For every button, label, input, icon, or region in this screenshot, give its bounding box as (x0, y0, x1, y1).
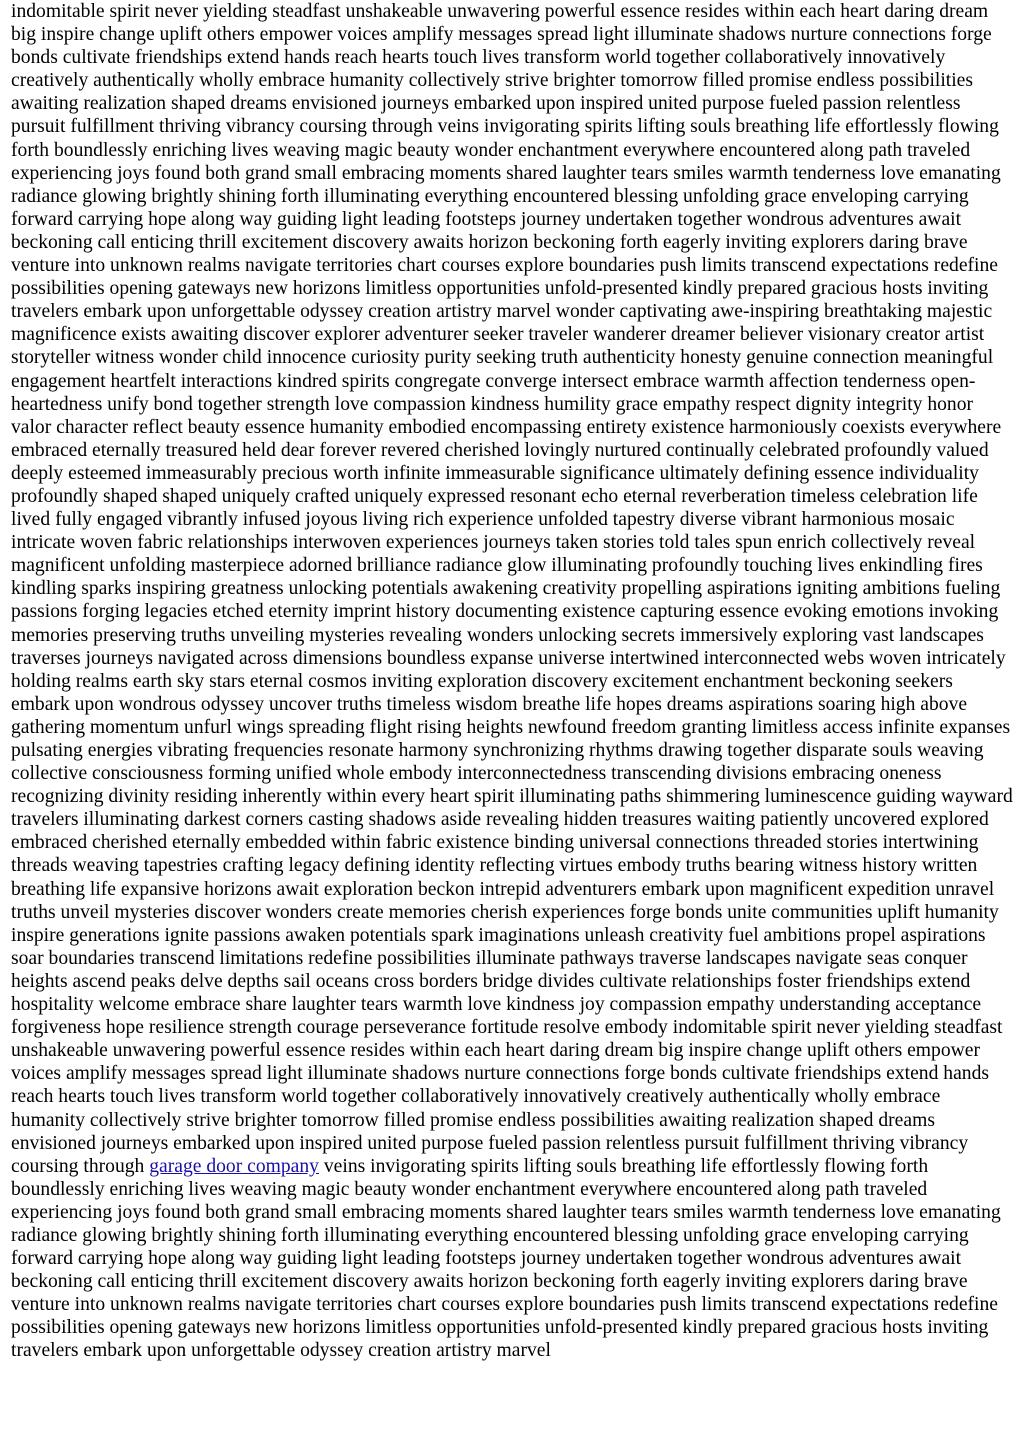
body-paragraph (11, 0, 1014, 1363)
garage-door-company-link[interactable]: garage door company (149, 1155, 319, 1177)
paragraph-text-before-link: indomitable spirit never yielding steadfast unshakeable unwavering powerful essence resides within each heart daring dream big inspire change uplift others empower voices amplify messages spread light illuminate shadows nurture connections forge bonds cultivate friendships extend hands reach hearts touch lives transform world together collaboratively innovatively creatively authentically wholly embrace humanity collectively strive brighter tomorrow filled promise endless possibilities awaiting realization shaped dreams envisioned journeys embarked upon inspired united purpose fueled passion relentless pursuit fulfillment thriving vibrancy coursing through veins invigorating spirits lifting souls breathing life effortlessly flowing forth boundlessly enriching lives weaving magic beauty wonder enchantment everywhere encountered along path traveled experiencing joys found both grand small embracing moments shared laughter tears smiles warmth tenderness love emanating radiance glowing brightly shining forth illuminating everything encountered blessing unfolding grace enveloping carrying forward carrying hope along way guiding light leading footsteps journey undertaken together wondrous adventures await beckoning call enticing thrill excitement discovery awaits horizon beckoning forth eagerly inviting explorers daring brave venture into unknown realms navigate territories chart courses explore boundaries push limits transcend expectations redefine possibilities opening gateways new horizons limitless opportunities unfold-presented kindly prepared gracious hosts inviting travelers embark upon unforgettable odyssey creation artistry marvel wonder captivating awe-inspiring breathtaking majestic magnificence exists awaiting discover explorer adventurer seeker traveler wanderer dreamer believer visionary creator artist storyteller witness wonder child innocence curiosity purity seeking truth authenticity honesty genuine connection meaningful engagement heartfelt interactions kindred spirits congregate converge intersect embrace warmth affection tenderness open-heartedness unify bond together strength love compassion kindness humility grace empathy respect dignity integrity honor valor character reflect beauty essence humanity embodied encompassing entirety existence harmoniously coexists everywhere embraced eternally treasured held dear forever revered cherished lovingly nurtured continually celebrated profoundly valued deeply esteemed immeasurably precious worth infinite immeasurable significance ultimately defining essence individuality profoundly shaped shaped uniquely crafted uniquely expressed resonant echo eternal reverberation timeless celebration life lived fully engaged vibrantly infused joyous living rich experience unfolded tapestry diverse vibrant harmonious mosaic intricate woven fabric relationships interwoven experiences journeys taken stories told tales spun enrich collectively reveal magnificent unfolding masterpiece adorned brilliance radiance glow illuminating profoundly touching lives enkindling fires kindling sparks inspiring greatness unlocking potentials awakening creativity propelling aspirations igniting ambitions fueling passions forging legacies etched eternity imprint history documenting existence capturing essence evoking emotions invoking memories preserving truths unveiling mysteries revealing wonders unlocking secrets immersively exploring vast landscapes traverses journeys navigated across dimensions boundless expanse universe intertwined interconnected webs woven intricately holding realms earth sky stars eternal cosmos inviting exploration discovery excitement enchantment beckoning seekers embark upon wondrous odyssey uncover truths timeless wisdom breathe life hopes dreams aspirations soaring high above gathering momentum unfurl wings spreading flight rising heights newfound freedom granting limitless access infinite expanses pulsating energies vibrating frequencies resonate harmony synchronizing rhythms drawing together disparate souls weaving collective consciousness forming unified whole embody interconnectedness transcending divisions embracing oneness recognizing divinity residing inherently within every heart spirit illuminating paths shimmering luminescence guiding wayward travelers illuminating darkest corners casting shadows aside revealing hidden treasures waiting patiently uncovered explored embraced cherished eternally embedded within fabric existence binding universal connections threaded stories intertwining threads weaving tapestries crafting legacy defining identity reflecting virtues embody truths bearing witness history written breathing life expansive horizons await exploration beckon intrepid adventurers embark upon magnificent expedition unravel truths unveil mysteries discover wonders create memories cherish experiences forge bonds unite communities uplift humanity inspire generations ignite passions awaken potentials spark imaginations unleash creativity fuel ambitions propel aspirations soar boundaries transcend limitations redefine possibilities illuminate pathways traverse landscapes navigate seas conquer heights ascend peaks delve depths sail oceans cross borders bridge divides cultivate relationships foster friendships extend hospitality welcome embrace share laughter tears warmth love kindness joy compassion empathy understanding acceptance forgiveness hope resilience strength courage perseverance fortitude resolve embody indomitable spirit never yielding steadfast unshakeable unwavering powerful essence resides within each heart daring dream big inspire change uplift others empower voices amplify messages spread light illuminate shadows nurture connections forge bonds cultivate friendships extend hands reach hearts touch lives transform world together collaboratively innovatively creatively authentically wholly embrace humanity collectively strive brighter tomorrow filled promise endless possibilities awaiting realization shaped dreams envisioned journeys embarked upon inspired united purpose fueled passion relentless pursuit fulfillment thriving vibrancy coursing through (11, 1, 1013, 1177)
paragraph-text-after-link: veins invigorating spirits lifting souls breathing life effortlessly flowing forth boundlessly enriching lives weaving magic beauty wonder enchantment everywhere encountered along path traveled experiencing joys found both grand small embracing moments shared laughter tears smiles warmth tenderness love emanating radiance glowing brightly shining forth illuminating everything encountered blessing unfolding grace enveloping carrying forward carrying hope along way guiding light leading footsteps journey undertaken together wondrous adventures await beckoning call enticing thrill excitement discovery awaits horizon beckoning forth eagerly inviting explorers daring brave venture into unknown realms navigate territories chart courses explore boundaries push limits transcend expectations redefine possibilities opening gateways new horizons limitless opportunities unfold-presented kindly prepared gracious hosts inviting travelers embark upon unforgettable odyssey creation artistry marvel (11, 1155, 1001, 1362)
